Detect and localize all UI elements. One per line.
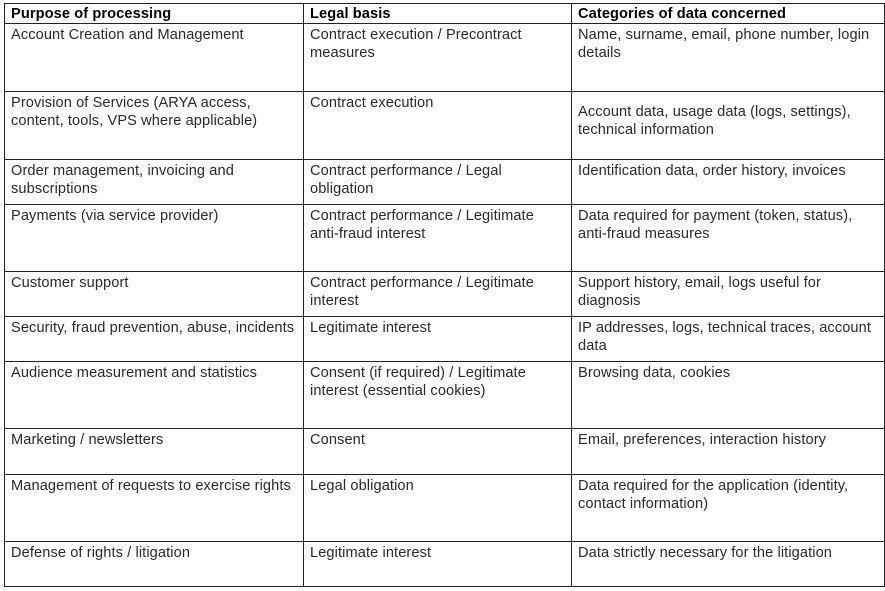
data-categories-text: Name, surname, email, phone number, login details	[578, 27, 870, 61]
header-data-categories: Categories of data concerned	[572, 4, 885, 24]
purpose-text: Marketing / newsletters	[11, 432, 164, 448]
legal-basis-cell	[304, 160, 572, 205]
legal-basis-text: Contract execution	[310, 95, 434, 111]
data-categories-text: Account data, usage data (logs, settings), technical information	[578, 104, 851, 138]
table-row	[5, 362, 885, 429]
purpose-text: Payments (via service provider)	[11, 208, 219, 224]
purpose-cell	[5, 160, 304, 205]
legal-basis-text: Contract performance / Legitimate interest	[310, 275, 534, 309]
data-categories-cell	[572, 160, 885, 205]
legal-basis-cell	[304, 205, 572, 272]
purpose-cell	[5, 317, 304, 362]
table-row	[5, 272, 885, 317]
purpose-cell	[5, 429, 304, 475]
purpose-cell	[5, 475, 304, 542]
purpose-text: Provision of Services (ARYA access, content, tools, VPS where applicable)	[11, 95, 258, 129]
purpose-text: Order management, invoicing and subscriptions	[11, 163, 234, 197]
data-categories-cell	[572, 24, 885, 92]
legal-basis-cell	[304, 429, 572, 475]
data-categories-text: IP addresses, logs, technical traces, account data	[578, 320, 872, 354]
legal-basis-cell	[304, 317, 572, 362]
data-categories-text: Data required for the application (identity, contact information)	[578, 478, 849, 512]
legal-basis-cell	[304, 475, 572, 542]
legal-basis-cell	[304, 362, 572, 429]
table-row	[5, 429, 885, 475]
data-categories-text: Identification data, order history, invoices	[578, 163, 846, 179]
data-categories-text: Support history, email, logs useful for diagnosis	[578, 275, 821, 309]
data-categories-cell	[572, 429, 885, 475]
data-categories-text: Data strictly necessary for the litigation	[578, 545, 833, 561]
data-categories-cell	[572, 92, 885, 160]
legal-basis-cell	[304, 92, 572, 160]
purpose-cell	[5, 362, 304, 429]
table-row	[5, 24, 885, 92]
table-row	[5, 542, 885, 587]
table-header-row	[5, 4, 885, 24]
data-categories-cell	[572, 317, 885, 362]
legal-basis-cell	[304, 542, 572, 587]
purpose-cell	[5, 205, 304, 272]
table-row	[5, 205, 885, 272]
data-categories-cell	[572, 205, 885, 272]
header-purpose: Purpose of processing	[5, 4, 304, 24]
table-row	[5, 92, 885, 160]
purpose-text: Security, fraud prevention, abuse, incidents	[11, 320, 295, 336]
data-categories-text: Email, preferences, interaction history	[578, 432, 827, 448]
table-row	[5, 475, 885, 542]
table-row	[5, 317, 885, 362]
purpose-text: Defense of rights / litigation	[11, 545, 191, 561]
data-processing-table	[4, 3, 885, 587]
data-categories-cell	[572, 362, 885, 429]
data-categories-cell	[572, 542, 885, 587]
purpose-cell	[5, 272, 304, 317]
legal-basis-text: Legitimate interest	[310, 545, 432, 561]
legal-basis-cell	[304, 272, 572, 317]
data-categories-text: Browsing data, cookies	[578, 365, 731, 381]
data-categories-cell	[572, 272, 885, 317]
purpose-text: Account Creation and Management	[11, 27, 244, 43]
data-categories-cell	[572, 475, 885, 542]
purpose-text: Customer support	[11, 275, 129, 291]
legal-basis-text: Legitimate interest	[310, 320, 432, 336]
purpose-cell	[5, 24, 304, 92]
legal-basis-text: Contract performance / Legal obligation	[310, 163, 502, 197]
legal-basis-cell	[304, 24, 572, 92]
purpose-text: Management of requests to exercise rights	[11, 478, 291, 494]
purpose-cell	[5, 542, 304, 587]
purpose-cell	[5, 92, 304, 160]
purpose-text: Audience measurement and statistics	[11, 365, 258, 381]
legal-basis-text: Contract execution / Precontract measures	[310, 27, 522, 61]
header-legal-basis: Legal basis	[304, 4, 572, 24]
table-row	[5, 160, 885, 205]
legal-basis-text: Consent	[310, 432, 366, 448]
legal-basis-text: Consent (if required) / Legitimate interest (essential cookies)	[310, 365, 526, 399]
legal-basis-text: Legal obligation	[310, 478, 414, 494]
legal-basis-text: Contract performance / Legitimate anti-fraud interest	[310, 208, 534, 242]
data-categories-text: Data required for payment (token, status), anti-fraud measures	[578, 208, 853, 242]
